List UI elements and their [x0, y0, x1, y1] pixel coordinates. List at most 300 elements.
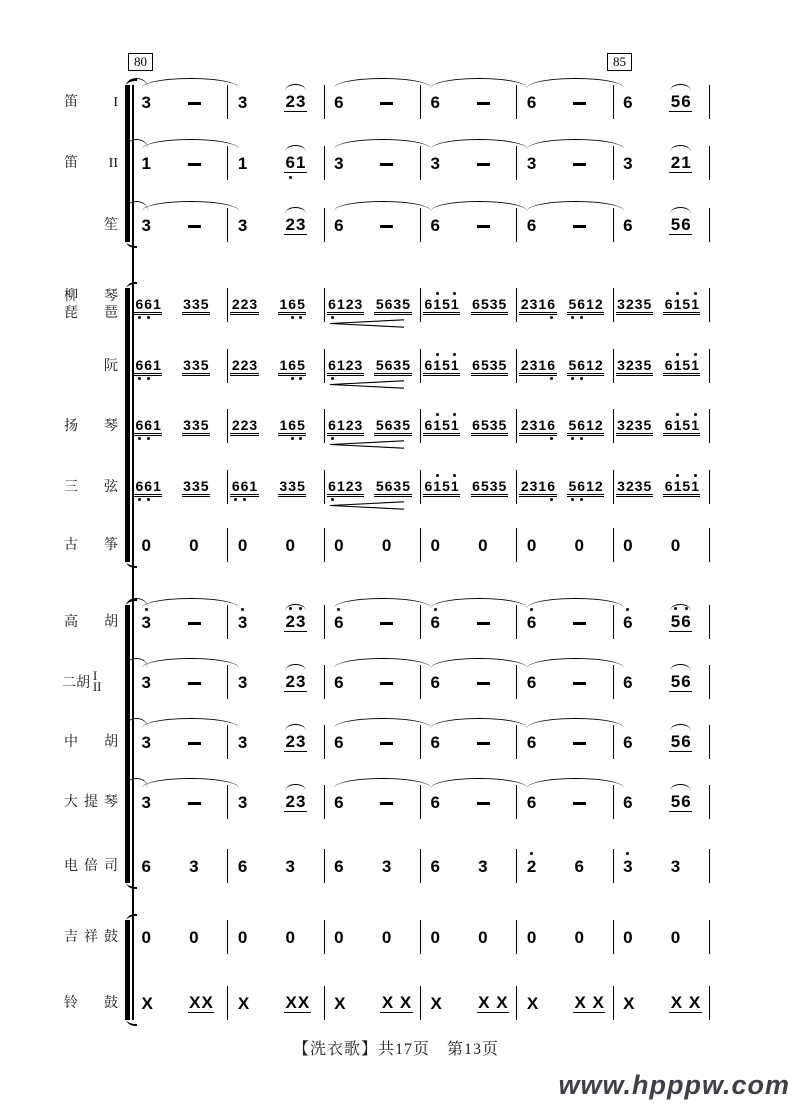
note-beat	[469, 734, 517, 751]
note-beat	[228, 418, 276, 434]
dash-note	[188, 622, 201, 625]
measure	[132, 785, 228, 819]
note-group: 5612	[568, 417, 603, 433]
note-group: 3	[526, 153, 537, 173]
note-group: 3	[670, 856, 681, 876]
note-beat	[469, 418, 517, 434]
note-group: 6535	[472, 357, 507, 373]
measure	[325, 920, 421, 954]
measure	[421, 208, 517, 242]
note-group: 6	[334, 856, 344, 876]
note-beat	[276, 613, 324, 632]
note-group: 6	[430, 792, 440, 812]
measure	[132, 349, 228, 383]
crescendo-hairpin	[330, 497, 404, 506]
note-beat	[132, 858, 180, 875]
note-beat	[421, 418, 469, 434]
measure	[517, 85, 613, 119]
note-beat	[276, 929, 324, 946]
note-beat	[469, 858, 517, 875]
note-beat	[180, 479, 228, 495]
measure	[228, 725, 324, 759]
measure	[517, 288, 613, 322]
measure	[132, 725, 228, 759]
note-beat	[614, 479, 662, 495]
note-group: 0	[141, 535, 151, 555]
measure	[228, 920, 324, 954]
note-group: 5612	[568, 357, 603, 373]
note-beat	[469, 674, 517, 691]
note-group: 6	[430, 92, 440, 112]
measure	[132, 85, 228, 119]
instrument-label: 铃 鼓	[64, 995, 118, 1011]
dash-note	[573, 622, 586, 625]
note-group: 0	[623, 535, 633, 555]
note-group: 0	[430, 927, 440, 947]
note-beat	[661, 479, 709, 495]
note-beat	[372, 994, 420, 1013]
note-group: 335	[183, 478, 209, 494]
measure	[132, 409, 228, 443]
note-beat	[469, 994, 517, 1013]
note-group: 3235	[617, 357, 652, 373]
note-beat	[469, 94, 517, 111]
note-beat	[372, 358, 420, 374]
measure	[228, 288, 324, 322]
note-beat	[276, 358, 324, 374]
note-group: 0	[285, 535, 295, 555]
measure	[421, 665, 517, 699]
measure	[614, 288, 710, 322]
note-beat	[276, 93, 324, 112]
note-beat	[517, 418, 565, 434]
note-group: 3	[141, 672, 151, 692]
note-group: 3235	[617, 417, 652, 433]
note-group: 23	[285, 791, 306, 811]
dash-note	[477, 163, 490, 166]
note-beat	[565, 537, 613, 554]
measure	[614, 725, 710, 759]
note-beat	[517, 929, 565, 946]
dash-note	[188, 682, 201, 685]
measure	[614, 785, 710, 819]
measure	[132, 986, 228, 1020]
note-beat	[614, 674, 662, 691]
note-beat	[372, 929, 420, 946]
note-beat	[276, 994, 324, 1013]
instrument-label: 电 倍 司	[64, 858, 118, 874]
slur-arc	[527, 201, 624, 211]
note-group: 3	[381, 856, 392, 876]
measure	[228, 665, 324, 699]
note-beat	[325, 479, 373, 495]
measure	[325, 470, 421, 504]
note-beat	[228, 734, 276, 751]
note-group: 0	[334, 927, 344, 947]
note-group: 5612	[568, 478, 603, 494]
slur-arc	[527, 658, 624, 668]
measure	[228, 470, 324, 504]
note-group: 0	[670, 535, 681, 555]
measure	[517, 208, 613, 242]
note-group: 6	[334, 732, 344, 752]
note-group: 56	[670, 731, 691, 751]
measure	[421, 409, 517, 443]
slur-arc	[431, 78, 528, 88]
measure	[614, 986, 710, 1020]
note-group: 6	[430, 672, 440, 692]
note-group: 3	[430, 153, 440, 173]
note-beat	[469, 297, 517, 313]
note-beat	[565, 994, 613, 1013]
note-beat	[614, 155, 662, 172]
note-beat	[132, 217, 180, 234]
slur-arc	[334, 78, 431, 88]
slur-arc	[142, 201, 239, 211]
note-group: 335	[279, 478, 305, 494]
note-beat	[228, 929, 276, 946]
note-beat	[132, 418, 180, 434]
slur-arc	[334, 201, 431, 211]
note-group: 23	[285, 611, 306, 631]
instrument-label: 大 提 琴	[64, 794, 118, 810]
note-beat	[132, 358, 180, 374]
note-group: 165	[279, 296, 305, 312]
measure	[421, 349, 517, 383]
note-beat	[565, 734, 613, 751]
staff-content	[132, 785, 710, 819]
note-beat	[565, 614, 613, 631]
note-beat	[661, 994, 709, 1013]
note-group: 5635	[375, 417, 410, 433]
note-beat	[325, 418, 373, 434]
note-group: 21	[670, 152, 691, 172]
note-group: 5635	[375, 478, 410, 494]
measure	[517, 409, 613, 443]
measure	[614, 208, 710, 242]
measure	[325, 208, 421, 242]
note-group: 223	[231, 417, 258, 433]
measure	[325, 288, 421, 322]
note-beat	[421, 614, 469, 631]
note-beat	[325, 858, 373, 875]
note-group: X	[526, 993, 539, 1013]
note-group: 2316	[520, 478, 555, 494]
note-group: 0	[381, 927, 392, 947]
note-group: 6	[526, 215, 537, 235]
note-beat	[661, 858, 709, 875]
note-group: 0	[189, 535, 199, 555]
note-beat	[228, 479, 276, 495]
note-group: 3	[237, 732, 248, 752]
note-beat	[517, 614, 565, 631]
note-beat	[372, 155, 420, 172]
note-beat	[276, 297, 324, 313]
note-group: 6	[526, 672, 537, 692]
note-beat	[661, 929, 709, 946]
note-group: 6	[574, 856, 584, 876]
slur-arc	[142, 718, 239, 728]
note-group: 5635	[375, 296, 410, 312]
note-group: X X	[574, 992, 604, 1012]
note-beat	[325, 929, 373, 946]
note-beat	[565, 155, 613, 172]
note-beat	[132, 537, 180, 554]
note-group: 23	[285, 731, 306, 751]
note-group: 6535	[472, 478, 507, 494]
note-group: 3	[334, 153, 344, 173]
note-beat	[469, 537, 517, 554]
measure	[517, 528, 613, 562]
instrument-label: 古 筝	[64, 537, 118, 553]
measure	[614, 528, 710, 562]
note-group: 2316	[520, 296, 555, 312]
note-beat	[180, 994, 228, 1013]
staff-content	[132, 665, 710, 699]
note-beat	[325, 614, 373, 631]
note-beat	[372, 614, 420, 631]
measure	[325, 605, 421, 639]
measure	[132, 528, 228, 562]
note-beat	[325, 94, 373, 111]
note-beat	[132, 794, 180, 811]
note-group: 6	[623, 732, 633, 752]
note-beat	[325, 217, 373, 234]
note-beat	[276, 537, 324, 554]
note-group: 6123	[328, 478, 363, 494]
note-group: 3	[237, 215, 248, 235]
note-beat	[132, 614, 180, 631]
note-group: 165	[279, 357, 305, 373]
note-group: X	[141, 993, 153, 1013]
staff-row-erhu	[60, 665, 710, 699]
note-beat	[276, 479, 324, 495]
measure	[517, 349, 613, 383]
note-group: 56	[670, 214, 691, 234]
measure	[614, 349, 710, 383]
staff-row-gaohu	[60, 605, 710, 639]
note-beat	[325, 358, 373, 374]
note-group: 0	[381, 535, 392, 555]
note-beat	[228, 858, 276, 875]
dash-note	[477, 225, 490, 228]
note-group: 0	[189, 927, 199, 947]
measure	[325, 349, 421, 383]
note-beat	[614, 929, 662, 946]
slur-arc	[334, 718, 431, 728]
note-group: 0	[141, 927, 151, 947]
note-group: 6	[623, 92, 633, 112]
note-beat	[372, 858, 420, 875]
dash-note	[188, 102, 201, 105]
note-beat	[469, 614, 517, 631]
note-beat	[132, 479, 180, 495]
note-beat	[614, 297, 662, 313]
note-beat	[565, 929, 613, 946]
note-group: 6	[526, 92, 537, 112]
measure	[325, 146, 421, 180]
measure	[132, 849, 228, 883]
note-group: 0	[237, 927, 248, 947]
note-group: 6123	[328, 296, 363, 312]
measure	[614, 920, 710, 954]
note-beat	[180, 358, 228, 374]
measure-marker-80: 80	[128, 53, 153, 71]
note-beat	[276, 793, 324, 812]
dash-note	[380, 802, 393, 805]
note-group: 6	[623, 215, 633, 235]
note-group: 6	[430, 732, 440, 752]
note-group: 2316	[520, 417, 555, 433]
note-group: 6	[430, 612, 440, 632]
slur-arc	[334, 658, 431, 668]
note-group: 0	[526, 927, 537, 947]
staff-row-ruan	[60, 349, 710, 383]
note-group: 661	[135, 478, 161, 494]
measure	[132, 605, 228, 639]
crescendo-hairpin	[330, 376, 404, 385]
note-group: 6	[334, 612, 344, 632]
dash-note	[477, 802, 490, 805]
staff-row-guzheng	[60, 528, 710, 562]
note-group: 0	[478, 535, 488, 555]
note-group: 3	[141, 92, 151, 112]
slur-arc	[431, 598, 528, 608]
measure	[421, 288, 517, 322]
note-beat	[325, 537, 373, 554]
note-group: 661	[231, 478, 258, 494]
measure	[325, 849, 421, 883]
measure	[228, 85, 324, 119]
note-beat	[421, 929, 469, 946]
note-group: 3	[237, 612, 248, 632]
dash-note	[188, 802, 201, 805]
measure	[614, 85, 710, 119]
note-beat	[517, 794, 565, 811]
note-group: 6151	[424, 478, 459, 494]
dash-note	[380, 225, 393, 228]
measure	[517, 920, 613, 954]
dash-note	[573, 742, 586, 745]
note-beat	[469, 217, 517, 234]
page-footer-caption: 【洗衣歌】共17页 第13页	[292, 1041, 499, 1058]
note-group: 6151	[664, 357, 699, 373]
note-group: X X	[670, 992, 701, 1012]
staff-content	[132, 725, 710, 759]
instrument-label: 高 胡	[64, 614, 118, 630]
staff-row-liuqin-pipa	[60, 288, 710, 322]
staff-content	[132, 208, 710, 242]
note-beat	[565, 94, 613, 111]
slur-arc	[527, 78, 624, 88]
note-beat	[421, 297, 469, 313]
note-beat	[180, 858, 228, 875]
note-beat	[372, 479, 420, 495]
note-beat	[517, 734, 565, 751]
note-group: 6535	[472, 417, 507, 433]
measure	[421, 146, 517, 180]
measure	[614, 470, 710, 504]
staff-row-yangqin	[60, 409, 710, 443]
measure	[132, 665, 228, 699]
note-beat	[372, 297, 420, 313]
slur-arc	[142, 78, 239, 88]
note-group: 6151	[664, 417, 699, 433]
note-beat	[228, 217, 276, 234]
note-group: 6	[141, 856, 151, 876]
note-beat	[180, 734, 228, 751]
measure	[614, 605, 710, 639]
note-beat	[614, 217, 662, 234]
note-beat	[661, 358, 709, 374]
instrument-label: 吉 祥 鼓	[64, 929, 118, 945]
note-group: X	[430, 993, 442, 1013]
watermark: www.hpppw.com	[558, 1070, 790, 1100]
dash-note	[380, 102, 393, 105]
note-group: 0	[478, 927, 488, 947]
note-beat	[325, 734, 373, 751]
note-group: 3	[237, 792, 248, 812]
note-group: 661	[135, 417, 161, 433]
crescendo-hairpin	[330, 436, 404, 445]
note-beat	[614, 995, 662, 1012]
note-beat	[132, 929, 180, 946]
note-beat	[180, 614, 228, 631]
note-beat	[228, 155, 276, 172]
note-beat	[228, 297, 276, 313]
measure	[325, 785, 421, 819]
note-beat	[614, 358, 662, 374]
note-beat	[276, 154, 324, 173]
note-group: 0	[285, 927, 295, 947]
note-beat	[421, 217, 469, 234]
staff-content	[132, 409, 710, 443]
note-beat	[228, 537, 276, 554]
note-beat	[180, 155, 228, 172]
staff-content	[132, 349, 710, 383]
note-group: 6	[623, 792, 633, 812]
measure	[421, 920, 517, 954]
note-group: X X	[478, 992, 508, 1012]
dash-note	[573, 163, 586, 166]
slur-arc	[431, 778, 528, 788]
measure	[517, 665, 613, 699]
note-beat	[325, 297, 373, 313]
dash-note	[477, 682, 490, 685]
measure	[421, 785, 517, 819]
note-group: 2	[526, 856, 537, 876]
measure	[132, 470, 228, 504]
note-beat	[132, 94, 180, 111]
note-beat	[614, 858, 662, 875]
note-group: 3	[285, 856, 295, 876]
note-beat	[661, 297, 709, 313]
note-beat	[228, 358, 276, 374]
note-beat	[180, 674, 228, 691]
slur-arc	[527, 778, 624, 788]
instrument-label: 笛 II	[64, 155, 118, 171]
note-group: 0	[526, 535, 537, 555]
note-group: X	[623, 993, 635, 1013]
dash-note	[380, 742, 393, 745]
note-group: 6	[623, 672, 633, 692]
dash-note	[477, 102, 490, 105]
note-group: 0	[623, 927, 633, 947]
note-group: X	[237, 993, 250, 1013]
note-beat	[469, 929, 517, 946]
note-beat	[228, 794, 276, 811]
note-beat	[132, 995, 180, 1012]
